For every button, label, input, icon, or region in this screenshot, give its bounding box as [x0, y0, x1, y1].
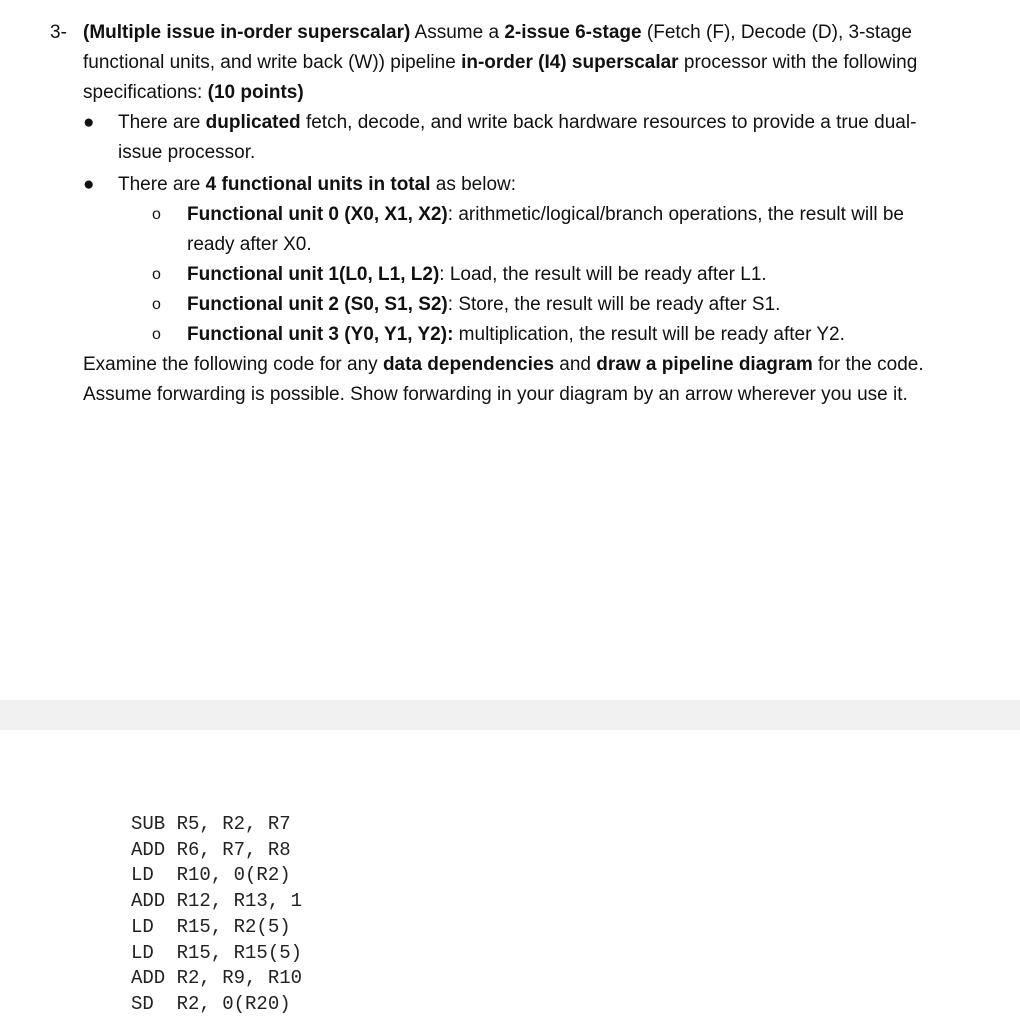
- unit-name: Functional unit 0 (X0, X1, X2): [187, 204, 448, 225]
- bullet-text: as below:: [430, 174, 517, 195]
- intro-bold-inorder: in-order (I4) superscalar: [461, 52, 679, 73]
- unit-name: Functional unit 1(L0, L1, L2): [187, 264, 440, 285]
- instruction-bold: data dependencies: [382, 354, 555, 375]
- bullet-dot: ●: [83, 174, 95, 195]
- document-page-2: [0, 730, 1020, 1024]
- unit-desc: multiplication, the result will be ready after Y2.: [453, 324, 845, 345]
- code-line: ADD R6, R7, R8: [131, 838, 291, 861]
- unit-item: [187, 200, 947, 260]
- bullet-dot: ●: [83, 112, 95, 133]
- intro-text: Assume a: [410, 22, 505, 43]
- bullet-item: [118, 108, 938, 168]
- instruction-bold: draw a pipeline diagram: [596, 354, 813, 375]
- unit-desc: : Store, the result will be ready after S1.: [447, 294, 781, 315]
- intro-bold-issue: 2-issue 6-stage: [504, 22, 642, 43]
- instruction-text: Examine the following code for any: [83, 354, 383, 375]
- bullet-bold: 4 functional units in total: [205, 174, 431, 195]
- intro-text: (Fetch (F), Decode (D), 3-stage functional units, and write back (W)) pipeline: [83, 22, 912, 73]
- intro-text: processor with the following specifications:: [83, 52, 918, 103]
- sub-bullet-marker: o: [152, 326, 161, 343]
- bullet-bold: duplicated: [205, 112, 301, 133]
- code-line: LD R10, 0(R2): [131, 864, 291, 887]
- code-line: SD R2, 0(R20): [131, 992, 291, 1015]
- bullet-text: fetch, decode, and write back hardware resources to provide a true dual-issue processor.: [118, 112, 917, 163]
- instruction-text: and: [554, 354, 597, 375]
- unit-name: Functional unit 3 (Y0, Y1, Y2):: [187, 324, 454, 345]
- sub-bullet-marker: o: [152, 206, 161, 223]
- question-title: (Multiple issue in-order superscalar): [83, 22, 411, 43]
- page-gap: [0, 700, 1020, 730]
- bullet-item: [118, 170, 938, 200]
- unit-item: [187, 290, 947, 320]
- bullet-text: There are: [118, 112, 206, 133]
- unit-item: [187, 260, 947, 290]
- question-points: (10 points): [207, 82, 304, 103]
- sub-bullet-marker: o: [152, 296, 161, 313]
- unit-desc: : arithmetic/logical/branch operations, the result will be ready after X0.: [187, 204, 904, 255]
- code-line: LD R15, R2(5): [131, 915, 291, 938]
- unit-item: [187, 320, 947, 350]
- code-block: [131, 812, 302, 1018]
- bullet-text: There are: [118, 174, 206, 195]
- code-line: SUB R5, R2, R7: [131, 813, 291, 835]
- sub-bullet-marker: o: [152, 266, 161, 283]
- unit-desc: : Load, the result will be ready after L1.: [439, 264, 767, 285]
- code-line: LD R15, R15(5): [131, 941, 303, 964]
- code-line: ADD R2, R9, R10: [131, 967, 303, 990]
- unit-name: Functional unit 2 (S0, S1, S2): [187, 294, 448, 315]
- question-intro: [83, 18, 963, 108]
- code-line: ADD R12, R13, 1: [131, 890, 303, 913]
- question-number: 3-: [50, 22, 67, 43]
- instruction-text: for the code. Assume forwarding is possible. Show forwarding in your diagram by an arrow wherever you use it.: [83, 354, 924, 405]
- instruction-paragraph: [83, 350, 963, 410]
